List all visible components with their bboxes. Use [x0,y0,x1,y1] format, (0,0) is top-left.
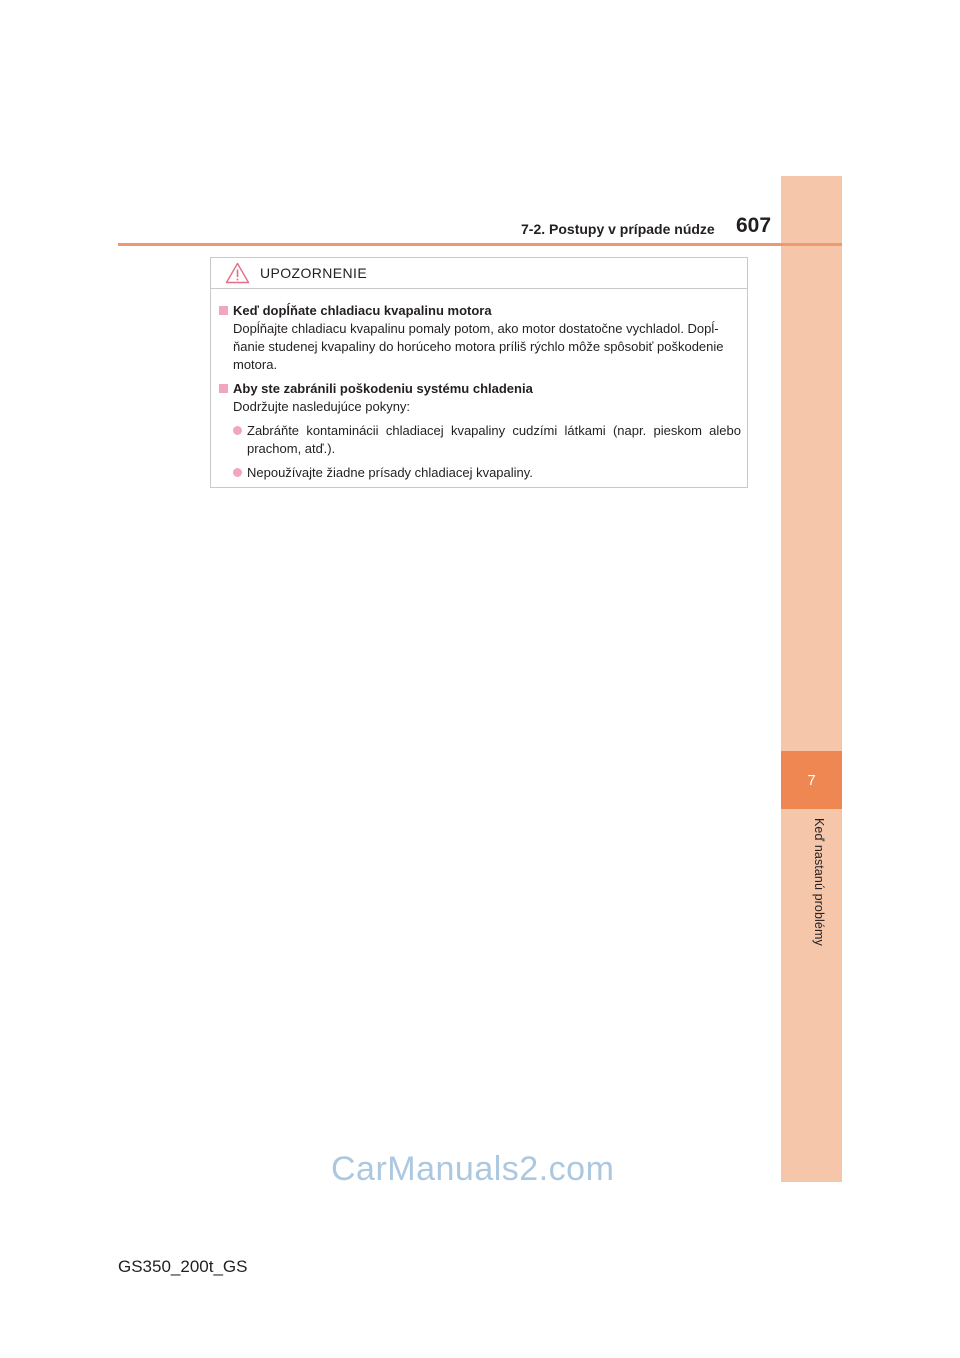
section-text: Dodržujte nasledujúce pokyny: [233,399,411,414]
watermark: CarManuals2.com [331,1150,615,1188]
caution-header [211,258,747,289]
section-title: 7-2. Postupy v prípade núdze [521,221,715,237]
section-heading [217,380,741,398]
list-item [217,464,741,482]
square-bullet-icon [219,306,228,315]
page-number: 607 [736,214,772,237]
circle-bullet-icon [233,468,242,477]
list-item-text: Zabráňte kontaminácii chladiacej kvapaliny cudzími látkami (napr. pieskom alebo prachom, atď.). [247,423,741,456]
section-heading-text: Aby ste zabránili poškodeniu systému chladenia [233,381,533,396]
chapter-side-label: Keď nastanú problémy [812,818,826,946]
square-bullet-icon [219,384,228,393]
warning-icon [225,262,250,284]
footer-model: GS350_200t_GS [118,1257,248,1276]
section-text: Dopĺňajte chladiacu kvapalinu pomaly potom, ako motor dostatočne vychladol. Dopĺ-ňanie studenej kvapaliny do horúceho motora príliš rýchlo môže spôsobiť poškodenie motora. [233,321,724,372]
chapter-tab: 7 [781,751,842,809]
caution-body [211,289,747,482]
caution-title: UPOZORNENIE [260,265,368,281]
side-strip [781,176,842,1182]
circle-bullet-icon [233,426,242,435]
list-item [217,422,741,458]
section-heading-text: Keď dopĺňate chladiacu kvapalinu motora [233,303,492,318]
header-rule [118,243,842,246]
caution-box [210,257,748,488]
section-heading [217,302,741,320]
list-item-text: Nepoužívajte žiadne prísady chladiacej kvapaliny. [247,465,533,480]
